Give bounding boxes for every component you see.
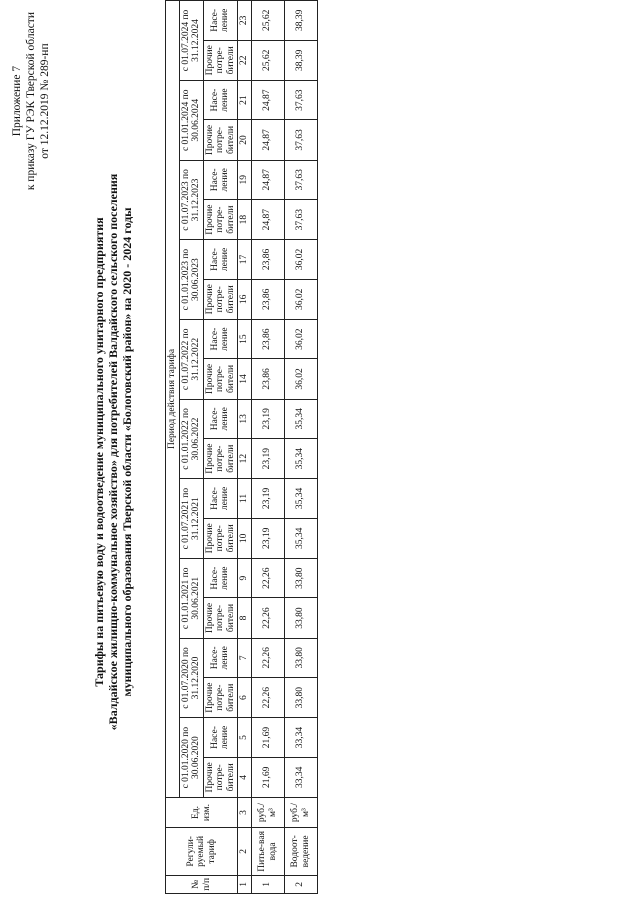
tariff-value: 23,19 xyxy=(251,439,284,479)
col-header-num: № п/п xyxy=(166,875,238,893)
tariff-value: 24,87 xyxy=(251,120,284,160)
tariff-value: 36,02 xyxy=(284,359,317,399)
appendix-note xyxy=(10,12,52,190)
column-number: 18 xyxy=(238,200,252,240)
subheader-others: Прочие потре-бители xyxy=(203,518,238,558)
period-header: с 01.07.2023 по 31.12.2023 xyxy=(179,160,203,240)
tariff-value: 25,62 xyxy=(251,1,284,41)
column-number: 10 xyxy=(238,518,252,558)
subheader-others: Прочие потре-бители xyxy=(203,678,238,718)
subheader-population: Насе-ление xyxy=(203,80,238,119)
tariff-value: 35,34 xyxy=(284,439,317,479)
subheader-population: Насе-ление xyxy=(203,399,238,438)
tariff-value: 33,34 xyxy=(284,757,317,797)
column-number: 11 xyxy=(238,479,252,518)
column-number: 17 xyxy=(238,240,252,279)
tariff-value: 21,69 xyxy=(251,757,284,797)
subheader-others: Прочие потре-бители xyxy=(203,439,238,479)
tariff-value: 36,02 xyxy=(284,240,317,279)
tariff-value: 36,02 xyxy=(284,279,317,319)
subheader-population: Насе-ление xyxy=(203,240,238,279)
period-header: с 01.01.2022 по 30.06.2022 xyxy=(179,399,203,479)
tariff-value: 23,19 xyxy=(251,479,284,518)
tariff-value: 36,02 xyxy=(284,319,317,358)
header-row-subgroups xyxy=(203,1,238,894)
tariff-value: 23,86 xyxy=(251,359,284,399)
row-unit: руб./м³ xyxy=(251,797,284,827)
tariff-value: 23,86 xyxy=(251,279,284,319)
column-number: 20 xyxy=(238,120,252,160)
row-unit: руб./м³ xyxy=(284,797,317,827)
title-line-2: «Валдайское жилищно-коммунальное хозяйство» для потребителей Валдайского сельского поселения xyxy=(106,173,120,731)
tariff-value: 35,34 xyxy=(284,479,317,518)
row-tariff-name: Водоот-ведение xyxy=(284,828,317,876)
column-number: 23 xyxy=(238,1,252,41)
column-number: 15 xyxy=(238,319,252,358)
period-header: с 01.07.2024 по 31.12.2024 xyxy=(179,1,203,81)
tariff-value: 37,63 xyxy=(284,80,317,119)
period-header: с 01.07.2021 по 31.12.2021 xyxy=(179,479,203,559)
col-header-tariff: Регули-руемый тариф xyxy=(166,828,238,876)
column-number: 16 xyxy=(238,279,252,319)
tariff-value: 23,86 xyxy=(251,240,284,279)
row-tariff-name: Питье-вая вода xyxy=(251,828,284,876)
header-row-periods xyxy=(179,1,203,894)
subheader-population: Насе-ление xyxy=(203,718,238,757)
tariff-value: 24,87 xyxy=(251,80,284,119)
subheader-others: Прочие потре-бители xyxy=(203,757,238,797)
tariff-value: 22,26 xyxy=(251,678,284,718)
subheader-population: Насе-ление xyxy=(203,479,238,518)
document-title xyxy=(92,0,134,904)
tariff-value: 23,86 xyxy=(251,319,284,358)
tariff-value: 38,39 xyxy=(284,40,317,80)
tariff-value: 23,19 xyxy=(251,399,284,438)
subheader-population: Насе-ление xyxy=(203,1,238,41)
subheader-population: Насе-ление xyxy=(203,319,238,358)
tariff-value: 33,80 xyxy=(284,598,317,638)
row-number: 2 xyxy=(284,875,317,893)
subheader-others: Прочие потре-бители xyxy=(203,279,238,319)
subheader-others: Прочие потре-бители xyxy=(203,598,238,638)
appendix-line-3: от 12.12.2019 № 289-нп xyxy=(39,43,51,159)
subheader-others: Прочие потре-бители xyxy=(203,120,238,160)
tariff-value: 22,26 xyxy=(251,598,284,638)
tariff-value: 33,80 xyxy=(284,678,317,718)
column-number: 5 xyxy=(238,718,252,757)
tariff-value: 23,19 xyxy=(251,518,284,558)
column-number: 4 xyxy=(238,757,252,797)
column-number: 14 xyxy=(238,359,252,399)
tariff-value: 22,26 xyxy=(251,638,284,677)
tariff-value: 37,63 xyxy=(284,120,317,160)
tariff-value: 37,63 xyxy=(284,160,317,199)
column-number: 7 xyxy=(238,638,252,677)
row-number: 1 xyxy=(251,875,284,893)
subheader-others: Прочие потре-бители xyxy=(203,200,238,240)
table-row xyxy=(251,1,284,894)
subheader-population: Насе-ление xyxy=(203,558,238,597)
period-header: с 01.01.2024 по 30.06.2024 xyxy=(179,80,203,160)
tariff-value: 22,26 xyxy=(251,558,284,597)
appendix-line-2: к приказу ГУ РЭК Тверской области xyxy=(25,12,37,191)
subheader-population: Насе-ление xyxy=(203,638,238,677)
tariff-value: 35,34 xyxy=(284,399,317,438)
tariff-value: 33,80 xyxy=(284,558,317,597)
tariff-value: 37,63 xyxy=(284,200,317,240)
tariff-value: 38,39 xyxy=(284,1,317,41)
column-number: 9 xyxy=(238,558,252,597)
tariff-value: 24,87 xyxy=(251,200,284,240)
subheader-others: Прочие потре-бители xyxy=(203,359,238,399)
subheader-population: Насе-ление xyxy=(203,160,238,199)
column-number: 12 xyxy=(238,439,252,479)
column-number-row xyxy=(238,1,252,894)
tariff-table xyxy=(165,0,318,894)
header-row-1 xyxy=(166,1,180,894)
column-number: 13 xyxy=(238,399,252,438)
tariff-value: 25,62 xyxy=(251,40,284,80)
period-header: с 01.01.2023 по 30.06.2023 xyxy=(179,240,203,320)
tariff-value: 35,34 xyxy=(284,518,317,558)
column-number: 6 xyxy=(238,678,252,718)
period-header: с 01.07.2022 по 31.12.2022 xyxy=(179,319,203,399)
tariff-value: 24,87 xyxy=(251,160,284,199)
appendix-line-1: Приложение 7 xyxy=(11,65,23,137)
period-header: с 01.01.2020 по 30.06.2020 xyxy=(179,718,203,798)
tariff-value: 33,80 xyxy=(284,638,317,677)
column-number: 22 xyxy=(238,40,252,80)
column-number: 3 xyxy=(238,797,252,827)
column-number: 8 xyxy=(238,598,252,638)
period-header: с 01.01.2021 по 30.06.2021 xyxy=(179,558,203,638)
subheader-others: Прочие потре-бители xyxy=(203,40,238,80)
title-line-1: Тарифы на питьевую воду и водоотведение муниципального унитарного предприятия xyxy=(92,217,106,687)
tariff-value: 21,69 xyxy=(251,718,284,757)
col-header-unit: Ед. изм. xyxy=(166,797,238,827)
tariff-value: 33,34 xyxy=(284,718,317,757)
column-number: 21 xyxy=(238,80,252,119)
col-header-period: Период действия тарифа xyxy=(166,1,180,798)
title-line-3: муниципального образования Тверской области «Бологовский район» на 2020 - 2024 годы xyxy=(120,207,134,697)
period-header: с 01.07.2020 по 31.12.2020 xyxy=(179,638,203,718)
column-number: 19 xyxy=(238,160,252,199)
column-number: 2 xyxy=(238,828,252,876)
column-number: 1 xyxy=(238,875,252,893)
table-row xyxy=(284,1,317,894)
